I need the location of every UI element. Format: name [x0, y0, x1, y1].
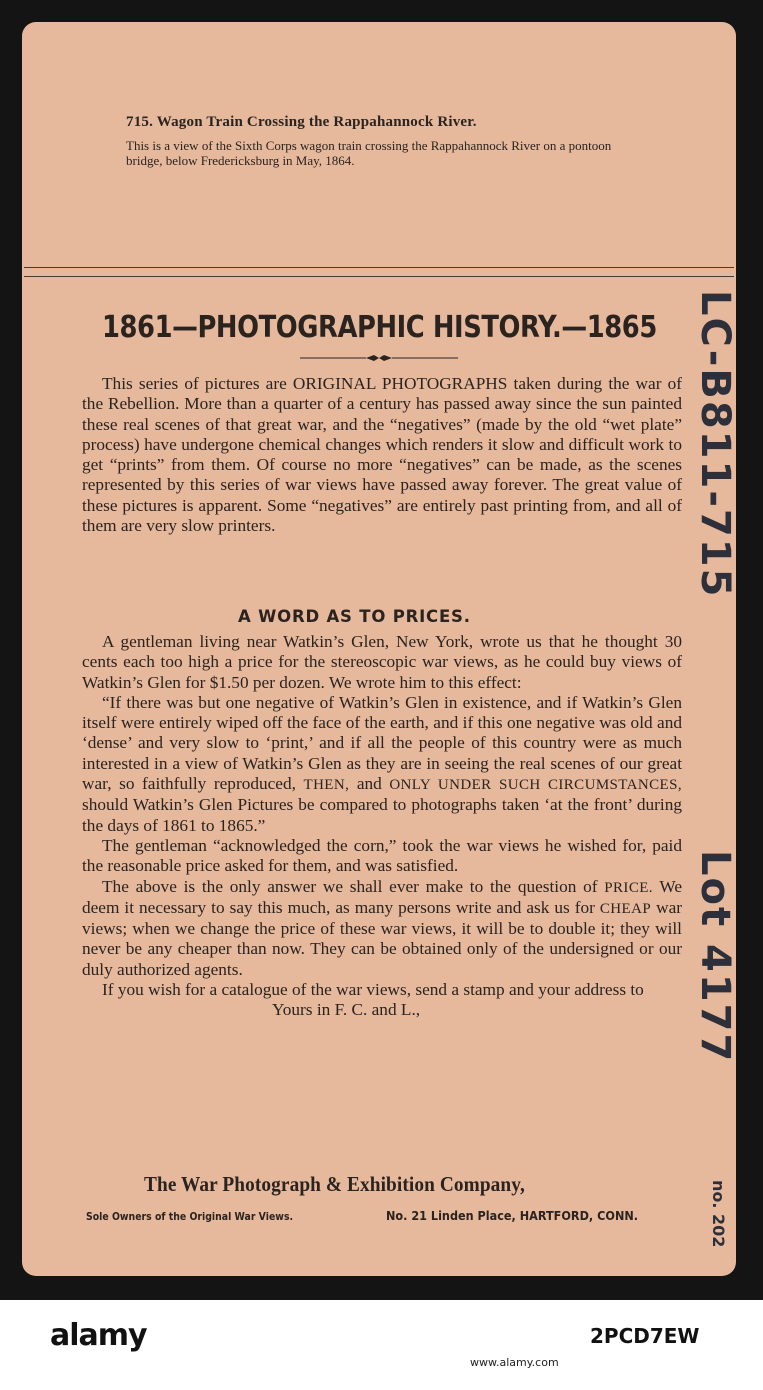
ornament-flourish-icon — [300, 354, 458, 362]
intro-paragraph — [82, 374, 682, 536]
p4-cheap: CHEAP — [599, 900, 652, 917]
watermark-logo: alamy — [50, 1318, 147, 1353]
handwritten-note: no. 202 — [709, 1180, 728, 1248]
closing-line: Yours in F. C. and L., — [272, 1000, 421, 1020]
handwritten-lot: Lot 4177 — [692, 850, 738, 1064]
story-paragraph-4 — [82, 877, 682, 980]
watermark-url: www.alamy.com — [470, 1356, 559, 1369]
quote-part-b: should Watkin’s Glen Pictures be compared to photographs taken ‘at the front’ during the days of 1861 to 1865.” — [82, 795, 682, 835]
caption-body: This is a view of the Sixth Corps wagon train crossing the Rappahannock River on a pontoon bridge, below Fredericksburg in May, 1864. — [126, 138, 612, 168]
quote-only-under: ONLY UNDER SUCH CIRCUMSTANCES, — [389, 777, 682, 794]
story-paragraph-5: If you wish for a catalogue of the war views, send a stamp and your address to — [102, 980, 644, 1000]
quote-part-a: “If there was but one negative of Watkin’s Glen in existence, and if Watkin’s Glen itself were entirely wiped off the face of the earth, and if this one negative was old and ‘dense’ and very slow to ‘print,’ and if all the people of this country were as much interested in a view of Watkin’s Glen as they are in seeing the real scenes of our great war, so faithfully reproduced, — [82, 692, 682, 794]
p4-part-c: war views; when we change the price of these war views, it will be to double it; they will never be any cheaper than now. They can be obtained only of the undersigned or our duly authorized agents. — [82, 897, 682, 979]
quote-then: THEN, — [303, 777, 350, 794]
caption-title: 715. Wagon Train Crossing the Rappahannock River. — [126, 114, 477, 130]
story-quote — [82, 693, 682, 836]
prices-subheading: A WORD AS TO PRICES. — [238, 607, 471, 626]
watermark-code: 2PCD7EW — [590, 1324, 700, 1348]
page-heading: 1861—PHOTOGRAPHIC HISTORY.—1865 — [102, 310, 657, 345]
intro-text: This series of pictures are ORIGINAL PHOTOGRAPHS taken during the war of the Rebellion. More than a quarter of a century has passed away since the sun painted these real scenes of that great war, and the “negatives” (made by the old “wet plate” process) have undergone chemical changes which renders it slow and difficult work to get “prints” from them. Of course no more “negatives” can be made, as the scenes represented by this series of war views have passed away forever. The great value of these pictures is apparent. Some “negatives” are entirely past printing from, and all of them are very slow printers. — [82, 374, 682, 536]
footer-address: No. 21 Linden Place, HARTFORD, CONN. — [386, 1208, 639, 1223]
p4-price: PRICE. — [604, 879, 653, 896]
p4-part-a: The above is the only answer we shall ever make to the question of — [102, 876, 598, 896]
company-name: The War Photograph & Exhibition Company, — [144, 1172, 525, 1196]
story-paragraph-1: A gentleman living near Watkin’s Glen, New York, wrote us that he thought 30 cents each too high a price for the stereoscopic war views, as he could buy views of Watkin’s Glen for $1.50 per dozen. We wrote him to this effect: — [82, 632, 682, 692]
footer-left: Sole Owners of the Original War Views. — [86, 1210, 294, 1223]
divider-rule-bottom — [24, 276, 734, 277]
handwritten-call-number: LC-B811-715 — [692, 290, 738, 599]
quote-and: and — [356, 774, 382, 794]
p4-part-b: We deem it necessary to say this much, as many persons write and ask us for — [82, 876, 682, 917]
prices-section — [82, 632, 682, 1021]
story-paragraph-3: The gentleman “acknowledged the corn,” took the war views he wished for, paid the reasonable price asked for them, and was satisfied. — [82, 835, 682, 876]
divider-rule-top — [24, 267, 734, 268]
stereograph-card-back — [22, 22, 736, 1276]
